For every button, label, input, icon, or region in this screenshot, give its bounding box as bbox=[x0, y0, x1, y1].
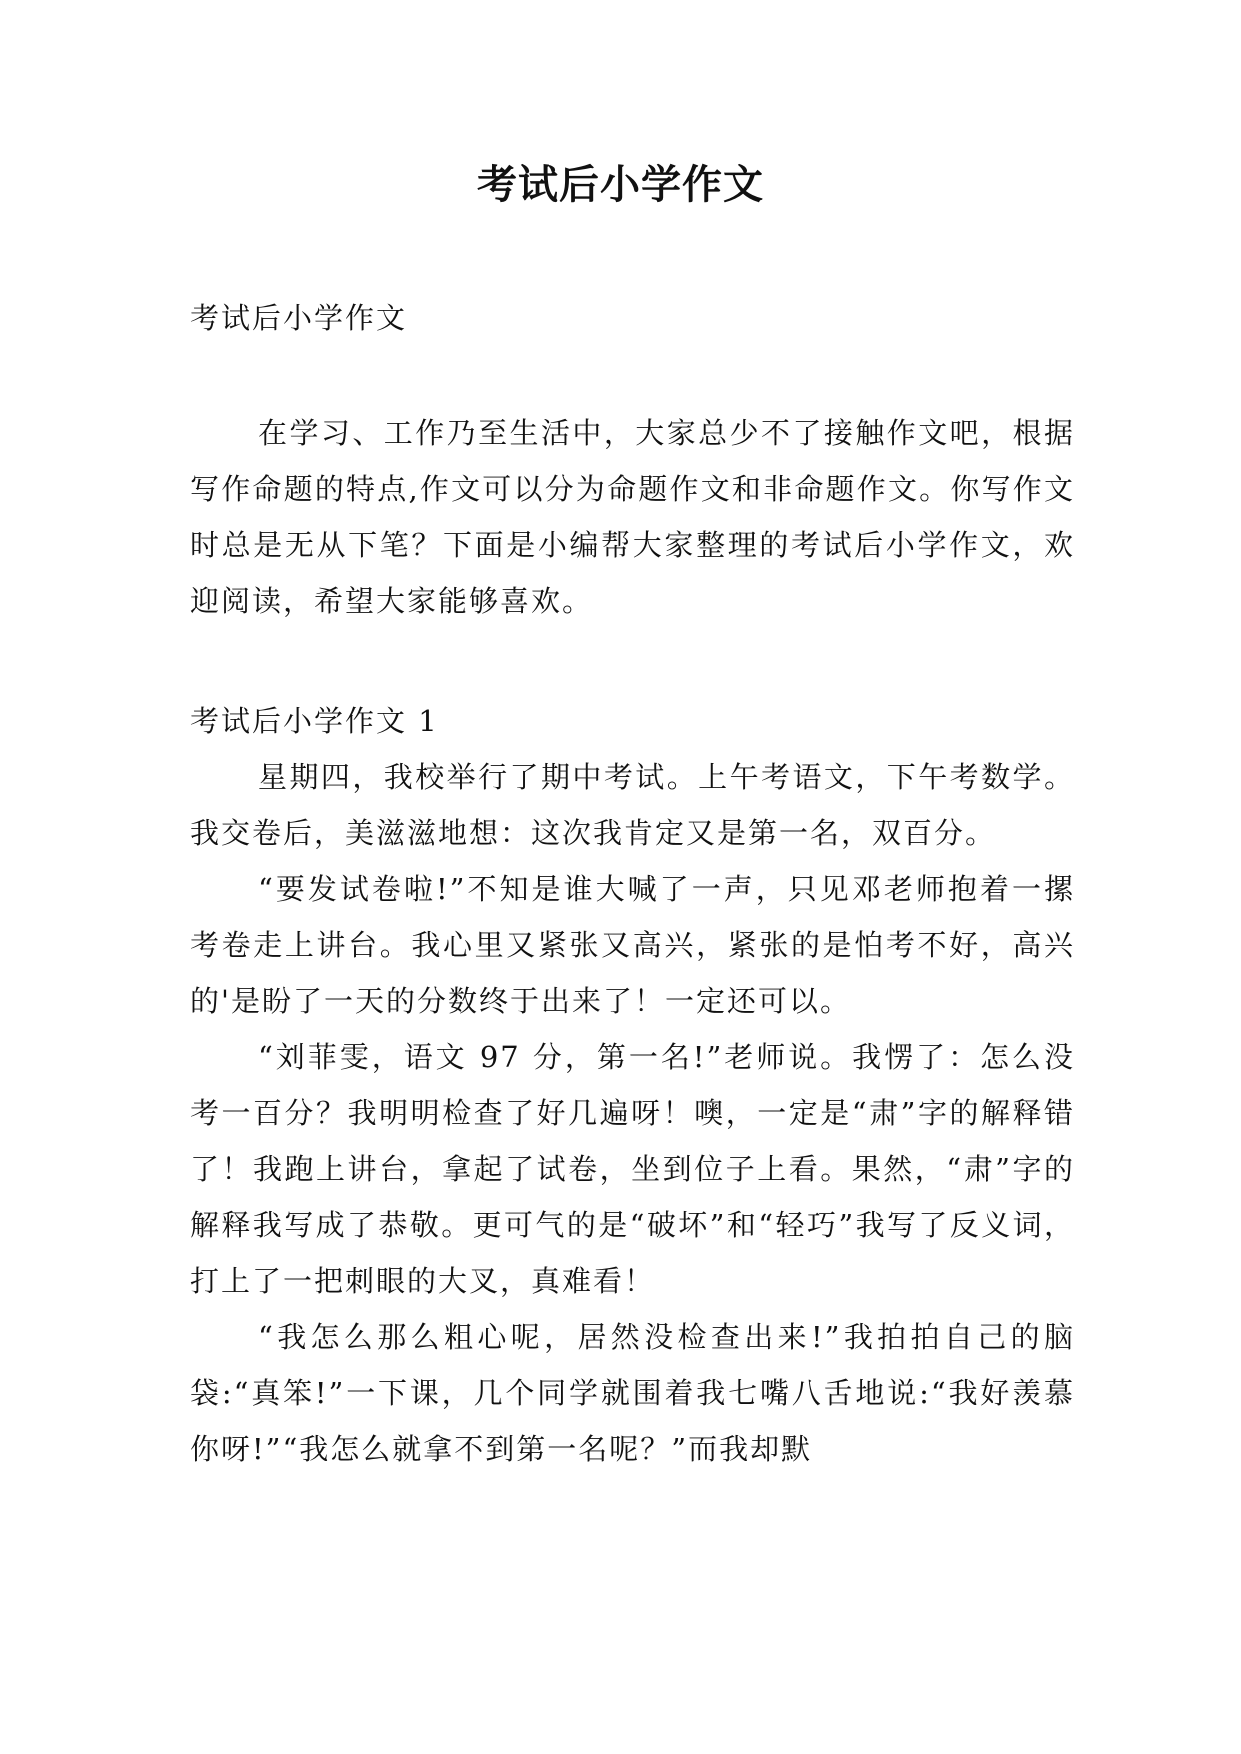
essay-paragraph: 星期四，我校举行了期中考试。上午考语文，下午考数学。我交卷后，美滋滋地想：这次我肯定又是第一名，双百分。 bbox=[190, 760, 1075, 850]
essay-paragraph: “我怎么那么粗心呢，居然没检查出来!”我拍拍自己的脑袋:“真笨!”一下课，几个同学就围着我七嘴八舌地说:“我好羡慕你呀!”“我怎么就拿不到第一名呢？”而我却默 bbox=[190, 1320, 1075, 1466]
document-subtitle: 考试后小学作文 bbox=[190, 301, 408, 335]
essay-paragraph: “要发试卷啦!”不知是谁大喊了一声，只见邓老师抱着一摞考卷走上讲台。我心里又紧张又高兴，紧张的是怕考不好，高兴的'是盼了一天的分数终于出来了！一定还可以。 bbox=[190, 872, 1075, 1018]
intro-paragraph: 在学习、工作乃至生活中，大家总少不了接触作文吧，根据写作命题的特点,作文可以分为命题作文和非命题作文。你写作文时总是无从下笔？下面是小编帮大家整理的考试后小学作文，欢迎阅读，希望大家能够喜欢。 bbox=[190, 416, 1075, 618]
section-heading: 考试后小学作文 1 bbox=[190, 704, 439, 738]
document-title: 考试后小学作文 bbox=[477, 161, 764, 208]
essay-body bbox=[190, 749, 1075, 1477]
essay-paragraph: “刘菲雯，语文 97 分，第一名!”老师说。我愣了：怎么没考一百分？我明明检查了好几遍呀！噢，一定是“肃”字的解释错了！我跑上讲台，拿起了试卷，坐到位子上看。果然，“肃”字的解释我写成了恭敬。更可气的是“破坏”和“轻巧”我写了反义词，打上了一把刺眼的大叉，真难看！ bbox=[190, 1040, 1075, 1298]
